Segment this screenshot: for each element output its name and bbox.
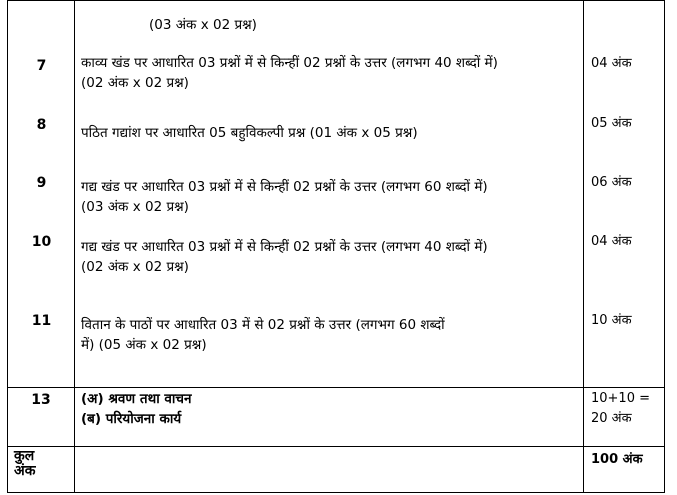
question-marks-detail: (02 अंक x 02 प्रश्न) xyxy=(81,259,189,275)
row-number-column xyxy=(8,1,75,388)
row-number: 10 xyxy=(31,234,52,250)
row-number: 8 xyxy=(36,117,47,133)
marks-column xyxy=(584,1,665,388)
listening-speaking-item: (अ) श्रवण तथा वाचन xyxy=(81,391,192,407)
question-text: काव्य खंड पर आधारित 03 प्रश्नों में से किन्हीं 02 प्रश्नों के उत्तर (लगभग 40 शब्दों में) xyxy=(81,55,498,71)
total-marks: 100 अंक xyxy=(591,452,643,467)
question-10 xyxy=(75,237,581,277)
total-marks-cell xyxy=(584,447,665,493)
table-row xyxy=(8,1,665,388)
total-label-unit: अंक xyxy=(14,463,36,479)
marks-value: 04 अंक xyxy=(591,56,632,71)
row-number: 13 xyxy=(31,392,51,408)
question-marks-detail: (02 अंक x 02 प्रश्न) xyxy=(81,75,189,91)
question-8 xyxy=(75,123,581,143)
row-number: 7 xyxy=(36,58,47,74)
question-text: गद्य खंड पर आधारित 03 प्रश्नों में से किन्हीं 02 प्रश्नों के उत्तर (लगभग 60 शब्दों में) xyxy=(81,179,488,195)
question-text: वितान के पाठों पर आधारित 03 में से 02 प्रश्नों के उत्तर (लगभग 60 शब्दों xyxy=(81,317,445,333)
total-empty-cell xyxy=(75,447,584,493)
row-number: 9 xyxy=(36,175,47,191)
question-text: पठित गद्यांश पर आधारित 05 बहुविकल्पी प्रश्न (01 अंक x 05 प्रश्न) xyxy=(81,125,418,141)
total-label: कुल xyxy=(14,448,35,464)
question-9 xyxy=(75,177,581,217)
question-7 xyxy=(75,53,581,93)
marks-value: 20 अंक xyxy=(591,411,632,426)
row-number: 11 xyxy=(31,313,52,329)
question-description-column xyxy=(75,1,584,388)
activity-cell xyxy=(75,388,584,447)
marks-distribution-table xyxy=(7,0,665,493)
question-marks-detail: (03 अंक x 02 प्रश्न) xyxy=(81,199,189,215)
marks-cell xyxy=(584,388,665,447)
table-row xyxy=(8,388,665,447)
question-continuation xyxy=(75,15,261,35)
project-work-item: (ब) परियोजना कार्य xyxy=(81,411,182,427)
question-text: गद्य खंड पर आधारित 03 प्रश्नों में से किन्हीं 02 प्रश्नों के उत्तर (लगभग 40 शब्दों में) xyxy=(81,239,488,255)
marks-value: 05 अंक xyxy=(591,116,632,131)
question-11 xyxy=(75,315,565,355)
row-number-cell xyxy=(8,388,75,447)
marks-value: 06 अंक xyxy=(591,175,632,190)
question-marks-detail: (03 अंक x 02 प्रश्न) xyxy=(149,17,257,33)
total-label-cell xyxy=(8,447,75,493)
marks-value: 04 अंक xyxy=(591,234,632,249)
marks-sum: 10+10 = xyxy=(591,391,651,406)
marks-value: 10 अंक xyxy=(591,313,632,328)
table-row-total xyxy=(8,447,665,493)
question-marks-detail: में) (05 अंक x 02 प्रश्न) xyxy=(81,337,207,353)
